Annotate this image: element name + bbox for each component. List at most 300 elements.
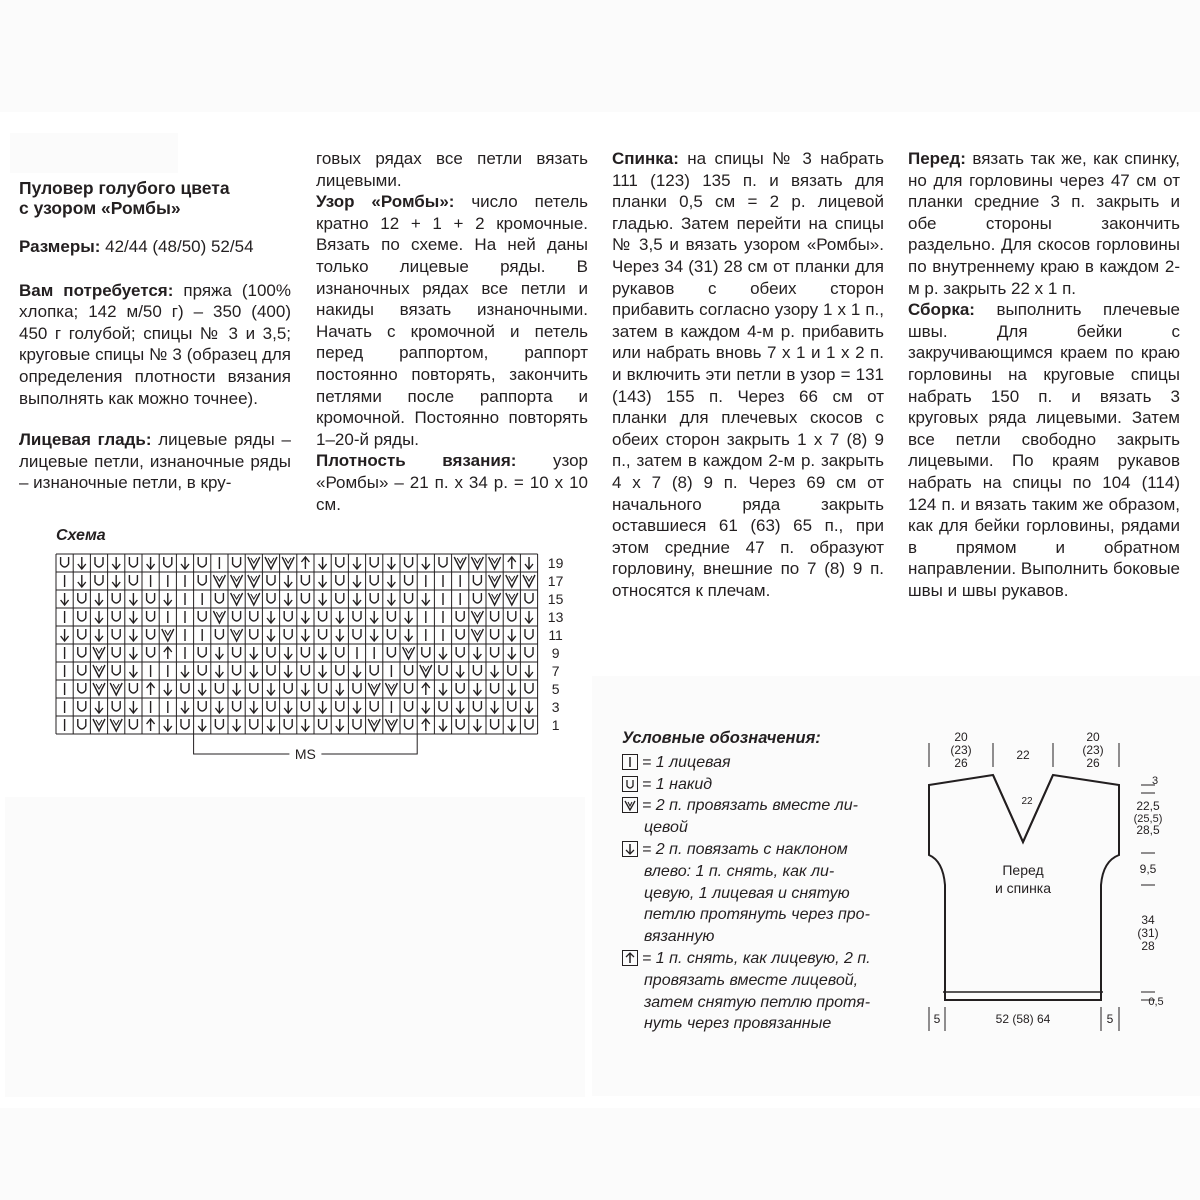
chart-stitch (267, 611, 275, 623)
chart-stitch (456, 647, 464, 657)
chart-stitch (78, 593, 86, 603)
chart-stitch (456, 629, 464, 639)
chart-stitch (525, 701, 533, 713)
chart-stitch (387, 593, 395, 605)
chart-stitch (353, 557, 361, 569)
chart-stitch (78, 611, 86, 621)
back-text: на спицы № 3 набрать 111 (123) 135 п. и вязать для планки 0,5 см = 2 р. лицевой гладью. Затем перейти на спицы № 3,5 и вязать узором «Ромбы». Через 34 (31) 28 см от планки для рукавов с обеих сторон прибавить согласно узору 1 x 1 п., затем в каждом 4-м р. прибавить или набрать вновь 7 x 1 и 1 x 2 п. и включить эти петли в узор = 131 (143) 155 п. Через 66 см от планки для плечевых скосов с обеих сторон закрыть 1 x 7 (8) 9 п., затем в каждом 2-м р. закрыть 4 x 7 (8) 9 п. Через 69 см от начального ряда закрыть оставшиеся 61 (63) 65 п., при этом средние 47 п. образуют горловину, внешние по 7 (8) 9 п. относятся к плечам. (612, 149, 884, 600)
chart-stitch (508, 647, 516, 659)
chart-stitch (233, 647, 241, 657)
chart-stitch (439, 557, 447, 567)
chart-stitch (164, 683, 172, 695)
chart-stitch (112, 647, 120, 657)
chart-stitch (439, 719, 447, 731)
yarn-over-symbol-icon (622, 776, 638, 792)
chart-stitch (95, 611, 103, 623)
chart-stitch (301, 629, 309, 641)
chart-stitch (162, 629, 174, 641)
chart-stitch (198, 611, 206, 621)
k2tog-symbol-icon (622, 797, 638, 813)
chart-stitch (368, 683, 380, 695)
chart-stitch (353, 665, 361, 677)
chart-stitch (353, 683, 361, 693)
chart-stitch (61, 593, 69, 605)
sizes-text: 42/44 (48/50) 52/54 (100, 237, 254, 256)
shoulder-right-3: 26 (1086, 756, 1100, 770)
shoulder-right-2: (23) (1082, 743, 1104, 757)
chart-stitch (284, 647, 292, 659)
lower-left-panel (5, 797, 585, 1097)
chart-stitch (319, 557, 327, 569)
chart-stitch (95, 557, 103, 567)
chart-stitch (353, 593, 361, 605)
chart-row-number: 17 (547, 573, 564, 589)
chart-stitch (267, 719, 275, 731)
chart-stitch (215, 701, 223, 713)
chart-stitch (147, 557, 155, 569)
chart-stitch (181, 557, 189, 569)
chart-stitch (405, 575, 413, 585)
chart-stitch (439, 701, 447, 711)
chart-stitch (491, 665, 499, 677)
chart-stitch (198, 719, 206, 731)
chart-stitch (405, 719, 413, 729)
chart-stitch (456, 683, 464, 693)
chart-stitch (473, 575, 481, 585)
chart-stitch (284, 683, 292, 693)
legend-text: = 2 п. повязать с наклоном (642, 840, 848, 858)
chart-stitch (233, 611, 241, 621)
chart-stitch (370, 665, 378, 675)
chart-stitch (215, 683, 223, 693)
chart-stitch (250, 611, 258, 621)
chart-stitch (491, 719, 499, 729)
chart-stitch (284, 575, 292, 587)
chart-stitch (78, 665, 86, 675)
chart-stitch (231, 593, 243, 605)
legend-line (622, 992, 922, 1014)
chart-stitch (282, 557, 294, 569)
chart-stitch (489, 575, 501, 587)
chart-stitch (301, 611, 309, 623)
chart-stitch (336, 665, 344, 675)
column-2 (316, 148, 588, 515)
chart-stitch (231, 575, 243, 587)
legend-line (622, 774, 922, 796)
chart-stitch (78, 629, 86, 639)
armhole-2: (25,5) (1133, 813, 1163, 825)
chart-stitch (387, 557, 395, 569)
legend-line (622, 883, 922, 905)
chart-stitch (112, 557, 120, 569)
column-1 (19, 178, 291, 494)
chart-stitch (129, 557, 137, 567)
chart-stitch (198, 647, 206, 657)
chart-stitch (164, 719, 172, 731)
chart-stitch (112, 611, 120, 621)
column-3 (612, 148, 884, 601)
garment-schematic (915, 725, 1175, 1045)
front-paragraph (908, 148, 1180, 299)
shoulder-left-1: 20 (954, 730, 968, 744)
chart-stitch (491, 701, 499, 713)
chart-stitch (405, 665, 413, 675)
chart-stitch (248, 593, 260, 605)
chart-stitch (284, 593, 292, 605)
chart-stitch (129, 611, 137, 623)
chart-stitch (233, 683, 241, 695)
legend-line (622, 926, 922, 948)
chart-stitch (422, 557, 430, 569)
chart-stitch (78, 701, 86, 711)
chart-stitch (213, 611, 225, 623)
chart-stitch (353, 701, 361, 713)
chart-stitch (491, 611, 499, 621)
chart-row-number: 19 (547, 555, 564, 571)
stockinette-text: лицевые ряды – лицевые петли, изнаночные ряды – изнаночные петли, в кру- (19, 430, 292, 493)
chart-stitch (489, 593, 501, 605)
chart-stitch (129, 629, 137, 641)
armhole-1: 22,5 (1136, 799, 1160, 813)
sleeve-section: 9,5 (1139, 862, 1157, 876)
chart-stitch (370, 557, 378, 567)
chart-stitch (319, 611, 327, 621)
assembly-paragraph (908, 299, 1180, 601)
chart-stitch (250, 701, 258, 713)
chart-stitch (198, 701, 206, 711)
side-right: 5 (1106, 1012, 1114, 1026)
chart-stitch (129, 665, 137, 677)
chart-stitch (508, 701, 516, 711)
chart-stitch (456, 701, 464, 713)
chart-row-number: 11 (548, 627, 563, 643)
chart-stitch (267, 683, 275, 695)
legend-text: петлю протянуть через про- (644, 906, 870, 924)
density-paragraph (316, 450, 588, 515)
chart-stitch (93, 719, 105, 731)
back-paragraph (612, 148, 884, 601)
legend-line (622, 861, 922, 883)
chart-stitch (198, 575, 206, 585)
piece-label-2: и спинка (994, 880, 1052, 896)
chart-stitch (198, 665, 206, 675)
materials-text: пряжа (100% хлопка; 142 м/50 г) – 350 (400) 450 г голубой; спицы № 3 и 3,5; круговые спицы № 3 (образец для определения плотности вязания выполнять как можно точнее). (19, 280, 291, 408)
legend-line (622, 752, 922, 774)
hem: 0,5 (1148, 996, 1164, 1008)
legend-line (622, 904, 922, 926)
chart-stitch (336, 575, 344, 585)
chart-stitch (319, 593, 327, 605)
legend-text: = 1 лицевая (642, 753, 731, 771)
chart-stitch (112, 593, 120, 603)
chart-stitch (473, 683, 481, 695)
chart-stitch (198, 683, 206, 695)
ssk-symbol-icon (622, 841, 638, 857)
chart-stitch (61, 557, 69, 567)
chart-stitch (456, 719, 464, 729)
chart-stitch (422, 701, 430, 713)
front-text: вязать так же, как спинку, но для горловины через 47 см от планки средние 3 п. закрыть и обе стороны закончить раздельно. Для скосов горловины по внутреннему краю в каждом 2-м р. закрыть 22 x 1 п. (908, 149, 1180, 298)
chart-stitch (370, 593, 378, 603)
chart-stitch (456, 665, 464, 677)
chart-stitch (473, 593, 481, 603)
chart-stitch (147, 593, 155, 603)
chart-stitch (473, 701, 481, 711)
chart-stitch (129, 683, 137, 693)
knit-symbol-icon (622, 754, 638, 770)
chart-stitch (422, 719, 430, 731)
chart-stitch (439, 665, 447, 675)
chart-stitch (370, 575, 378, 585)
chart-stitch (525, 665, 533, 677)
chart-stitch (301, 719, 309, 731)
chart-title: Схема (56, 527, 106, 544)
chart-stitch (78, 719, 86, 729)
chart-stitch (405, 701, 413, 711)
chart-stitch (95, 629, 103, 641)
legend (622, 728, 922, 1035)
legend-items (622, 752, 922, 1035)
chart-stitch (181, 683, 189, 693)
chart-stitch (403, 647, 415, 659)
legend-line (622, 948, 922, 970)
chart-stitch (336, 629, 344, 641)
chart-stitch (93, 665, 105, 677)
shoulder-right-1: 20 (1086, 730, 1100, 744)
chart-stitch (422, 683, 430, 695)
front-label: Перед: (908, 149, 966, 168)
chart-stitch (147, 719, 155, 731)
pattern-paragraph (316, 191, 588, 450)
chart-stitch (250, 665, 258, 677)
legend-line (622, 1013, 922, 1035)
assembly-label: Сборка: (908, 300, 975, 320)
chart-stitch (319, 719, 327, 729)
legend-line (622, 795, 922, 817)
chart-stitch (284, 611, 292, 621)
chart-stitch (231, 629, 243, 641)
chart-stitch (525, 719, 533, 729)
chart-stitch (213, 575, 225, 587)
chart-stitch (129, 593, 137, 605)
chart-stitch (405, 593, 413, 603)
chart-stitch (336, 593, 344, 603)
chart-stitch (491, 629, 499, 639)
chart-stitch (439, 647, 447, 659)
chart-stitch (353, 611, 361, 621)
legend-text: нуть через провязанные (644, 1015, 832, 1033)
chart-stitch (129, 647, 137, 659)
chart-stitch (422, 593, 430, 605)
chart-stitch (78, 557, 86, 569)
legend-text: влево: 1 п. снять, как ли- (644, 862, 835, 880)
shoulder-left-2: (23) (950, 743, 972, 757)
chart-stitch (387, 647, 395, 657)
chart-stitch (93, 647, 105, 659)
chart-stitch (112, 701, 120, 711)
chart-stitch (267, 665, 275, 675)
footer-band (0, 1108, 1200, 1200)
chart-stitch (508, 683, 516, 695)
chart-stitch (147, 629, 155, 639)
density-text: узор «Ромбы» – 21 п. x 34 р. = 10 x 10 см. (316, 451, 588, 514)
legend-line (622, 970, 922, 992)
stockinette-label: Лицевая гладь: (19, 430, 152, 450)
chart-stitch (164, 557, 172, 567)
chart-stitch (336, 557, 344, 567)
materials-label: Вам потребуется: (19, 280, 174, 300)
chart-stitch (471, 611, 483, 623)
chart-stitch (301, 575, 309, 585)
chart-stitch (110, 683, 122, 695)
chart-stitch (301, 665, 309, 675)
chart-row-number: 9 (551, 645, 560, 661)
chart-stitch (250, 719, 258, 729)
chart-stitch (319, 647, 327, 659)
chart-stitch (267, 701, 275, 711)
chart-stitch (301, 647, 309, 657)
header-band (0, 0, 1200, 112)
chart-stitch (267, 629, 275, 641)
chart-stitch (336, 701, 344, 711)
chart-stitch (198, 557, 206, 567)
chart-stitch (112, 629, 120, 639)
chart-stitch (250, 629, 258, 639)
chart-stitch (405, 683, 413, 693)
chart-stitch (284, 665, 292, 677)
chart-stitch (78, 647, 86, 657)
stitch-chart (0, 540, 600, 780)
chart-stitch (525, 683, 533, 693)
chart-stitch (491, 647, 499, 657)
chart-stitch (301, 593, 309, 603)
chart-stitch (164, 593, 172, 605)
chart-stitch (387, 575, 395, 587)
piece-label-1: Перед (1002, 862, 1044, 878)
chart-stitch (147, 683, 155, 695)
chart-stitch (508, 611, 516, 621)
chart-stitch (129, 701, 137, 713)
legend-text: затем снятую петлю протя- (644, 993, 871, 1011)
chart-stitch (405, 629, 413, 641)
chart-stitch (319, 629, 327, 639)
chart-stitch (110, 719, 122, 731)
chart-stitch (336, 647, 344, 657)
chart-stitch (250, 683, 258, 693)
chart-stitch (353, 719, 361, 729)
sizes-label: Размеры: (19, 237, 101, 256)
chart-row-number: 5 (551, 681, 560, 697)
chart-stitch (147, 647, 155, 657)
chart-stitch (353, 575, 361, 587)
chart-stitch (248, 557, 260, 569)
legend-text: = 1 п. снять, как лицевую, 2 п. (642, 949, 871, 967)
legend-text: вязанную (644, 928, 715, 946)
chart-stitch (284, 719, 292, 729)
repeat-label: MS (294, 746, 316, 762)
chart-stitch (454, 557, 466, 569)
chart-stitch (267, 647, 275, 657)
chart-stitch (422, 647, 430, 657)
chart-stitch (525, 647, 533, 657)
chart-stitch (473, 665, 481, 675)
chart-stitch (284, 629, 292, 639)
chart-stitch (456, 611, 464, 621)
body-height-3: 28 (1141, 939, 1155, 953)
chart-row-number: 7 (551, 663, 560, 679)
stockinette-paragraph (19, 429, 291, 494)
chart-stitch (525, 629, 533, 639)
legend-heading: Условные обозначения: (622, 729, 821, 747)
chart-stitch (181, 701, 189, 713)
legend-text: провязать вместе лицевой, (644, 971, 859, 989)
chart-stitch (215, 665, 223, 677)
density-label: Плотность вязания: (316, 451, 517, 471)
side-left: 5 (933, 1012, 941, 1026)
neck-depth: 22 (1021, 796, 1033, 807)
chart-stitch (336, 683, 344, 695)
legend-text: = 1 накид (642, 775, 713, 793)
chart-stitch (439, 683, 447, 695)
body-height-2: (31) (1137, 926, 1159, 940)
chart-row-number: 3 (551, 699, 560, 715)
chart-stitch (95, 575, 103, 585)
chart-stitch (215, 593, 223, 603)
chart-stitch (181, 719, 189, 729)
chart-stitch (301, 557, 309, 569)
chart-stitch (471, 629, 483, 641)
chart-stitch (215, 647, 223, 659)
chart-stitch (284, 701, 292, 713)
chart-stitch (233, 719, 241, 731)
chart-stitch (525, 557, 533, 569)
chart-stitch (112, 575, 120, 587)
chart-stitch (129, 575, 137, 585)
chart-stitch (215, 719, 223, 729)
chart-stitch (420, 665, 432, 677)
pattern-label: Узор «Ромбы»: (316, 192, 455, 212)
chart-stitch (112, 665, 120, 675)
chart-stitch (523, 575, 535, 587)
chart-stitch (319, 665, 327, 677)
chart-stitch (267, 593, 275, 603)
chart-stitch (405, 557, 413, 567)
chart-stitch (368, 719, 380, 731)
chart-stitch (353, 629, 361, 639)
chart-stitch (489, 557, 501, 569)
title (19, 178, 291, 218)
chart-stitch (471, 557, 483, 569)
width: 52 (58) 64 (995, 1012, 1051, 1026)
chart-stitch (147, 611, 155, 621)
chart-stitch (95, 593, 103, 605)
legend-line (622, 817, 922, 839)
chart-stitch (385, 719, 397, 731)
chart-stitch (370, 629, 378, 641)
chart-row-number: 13 (547, 609, 564, 625)
chart-stitch (387, 611, 395, 621)
armhole-3: 28,5 (1136, 823, 1160, 837)
legend-text: цевую, 1 лицевая и снятую (644, 884, 850, 902)
chart-stitch (336, 611, 344, 623)
legend-text: цевой (644, 819, 688, 837)
title-line-2: с узором «Ромбы» (19, 198, 181, 218)
chart-stitch (370, 701, 378, 711)
chart-stitch (387, 629, 395, 639)
sk2p-symbol-icon (622, 950, 638, 966)
chart-stitch (525, 593, 533, 603)
chart-stitch (370, 611, 378, 623)
